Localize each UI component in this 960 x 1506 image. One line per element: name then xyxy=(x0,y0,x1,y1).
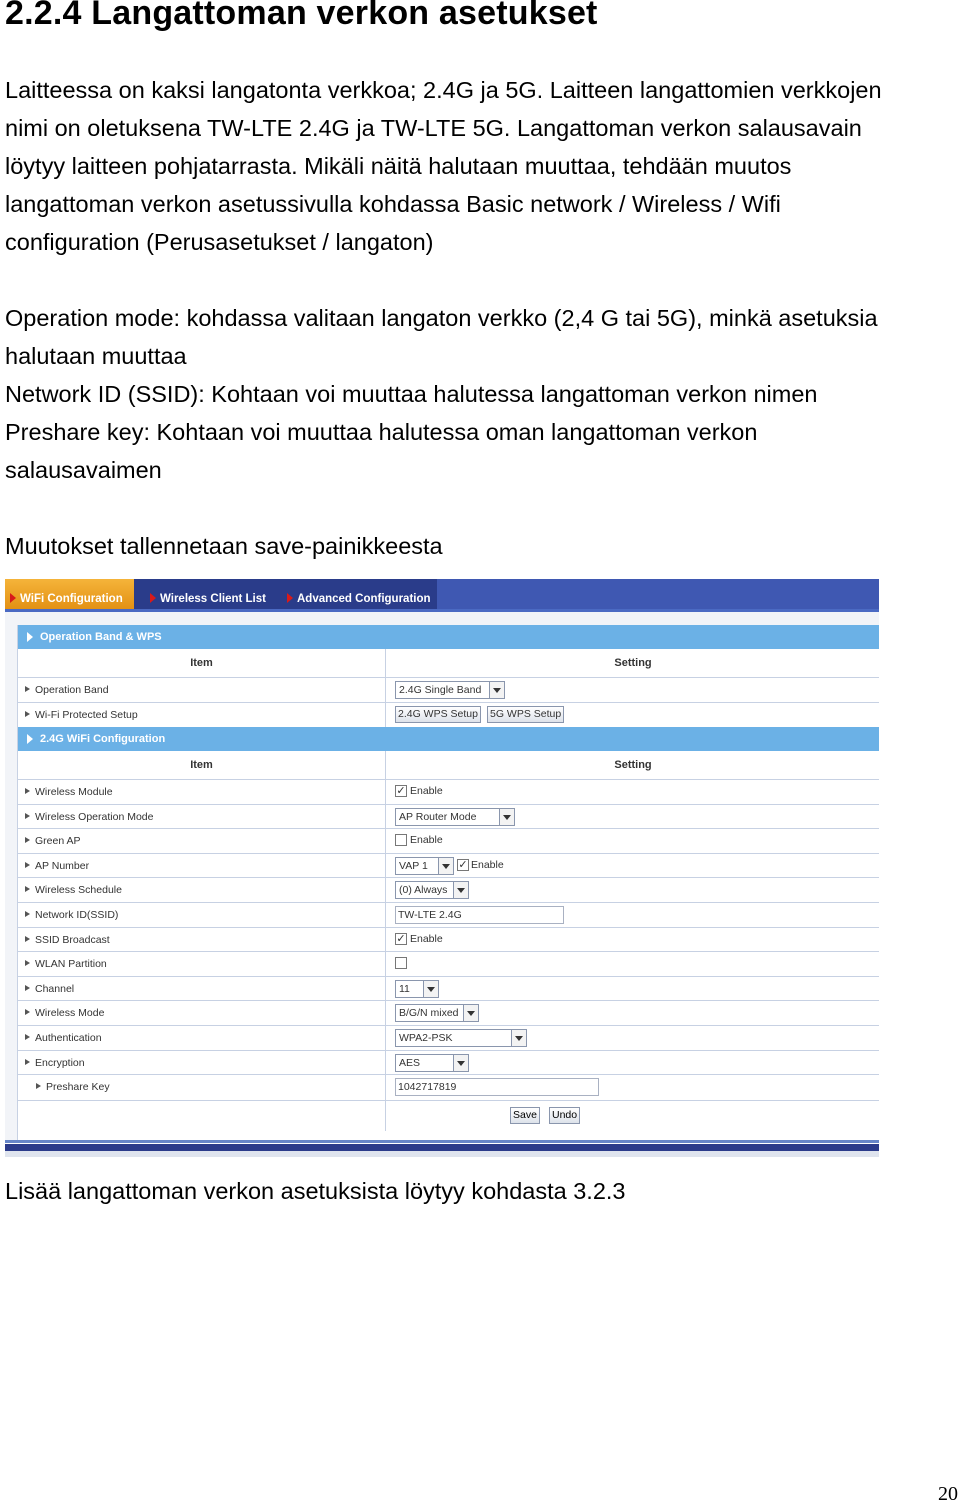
intro-line: configuration (Perusasetukset / langaton) xyxy=(5,229,434,255)
footer-note: Lisää langattoman verkon asetuksista löytyy kohdasta 3.2.3 xyxy=(5,1178,626,1204)
chevron-down-icon xyxy=(489,682,504,698)
row-label xyxy=(35,878,122,902)
tab-label: WiFi Configuration xyxy=(20,593,123,605)
tab-wifi-configuration[interactable] xyxy=(5,579,134,609)
row-ap-number xyxy=(18,854,879,879)
column-item: Item xyxy=(190,657,213,669)
row-wifi-protected-setup xyxy=(18,703,879,728)
row-authentication xyxy=(18,1026,879,1051)
row-label-text: AP Number xyxy=(35,859,90,872)
chevron-down-icon xyxy=(438,858,453,874)
row-bullet-icon xyxy=(25,960,30,966)
row-bullet-icon xyxy=(25,1059,30,1065)
row-wireless-schedule xyxy=(18,878,879,903)
wlan-partition-checkbox[interactable] xyxy=(395,957,407,969)
schedule-select[interactable] xyxy=(395,881,469,899)
select-value: 11 xyxy=(399,982,410,995)
row-wireless-module xyxy=(18,780,879,805)
select-value: VAP 1 xyxy=(399,859,428,872)
intro-line: nimi on oletuksena TW-LTE 2.4G ja TW-LTE 5G. Langattoman verkon salausavain xyxy=(5,115,862,141)
desc-line: salausavaimen xyxy=(5,457,162,483)
column-setting: Setting xyxy=(614,657,652,669)
ap-enable-checkbox[interactable]: ✓ xyxy=(458,858,468,871)
tab-label: Wireless Client List xyxy=(160,593,266,605)
column-item: Item xyxy=(190,759,213,771)
column-setting: Setting xyxy=(614,759,652,771)
ssid-broadcast-checkbox[interactable]: ✓ xyxy=(396,932,406,945)
page-number: 20 xyxy=(938,1483,958,1505)
tab-bar-fill xyxy=(437,579,879,609)
preshare-key-input[interactable]: 1042717819 xyxy=(395,1078,599,1096)
tab-arrow-icon xyxy=(150,593,156,603)
tab-bar-stripe xyxy=(5,609,879,612)
chevron-down-icon xyxy=(453,882,468,898)
table-header xyxy=(18,751,879,780)
section-arrow-icon xyxy=(27,632,33,642)
row-label xyxy=(35,703,138,727)
row-label-text: WLAN Partition xyxy=(35,958,107,971)
select-value: AES xyxy=(399,1056,421,1069)
row-label-text: Green AP xyxy=(35,835,81,848)
row-label-text: Channel xyxy=(35,982,75,995)
row-label xyxy=(35,1051,85,1075)
row-bullet-icon xyxy=(25,886,30,892)
row-ssid-broadcast xyxy=(18,928,879,953)
save-note: Muutokset tallennetaan save-painikkeesta xyxy=(5,533,443,559)
row-bullet-icon xyxy=(25,711,30,717)
row-bullet-icon xyxy=(25,788,30,794)
action-row xyxy=(18,1101,879,1131)
chevron-down-icon xyxy=(511,1030,526,1046)
section-title: 2.4G WiFi Configuration xyxy=(40,733,166,745)
row-bullet-icon xyxy=(25,985,30,991)
section-arrow-icon xyxy=(27,734,33,744)
intro-line: Laitteessa on kaksi langatonta verkkoa; 2.4G ja 5G. Laitteen langattomien verkkojen xyxy=(5,77,882,103)
row-label xyxy=(35,1026,102,1050)
section-heading: 2.2.4 Langattoman verkon asetukset xyxy=(5,0,598,32)
row-label-text: Wireless Mode xyxy=(35,1007,105,1020)
intro-line: löytyy laitteen pohjatarrasta. Mikäli näitä halutaan muuttaa, tehdään muutos xyxy=(5,153,792,179)
bottom-bar xyxy=(5,1140,879,1157)
chevron-down-icon xyxy=(463,1005,478,1021)
checkbox-label: Enable xyxy=(471,858,504,871)
chevron-down-icon xyxy=(423,981,438,997)
wireless-module-checkbox[interactable]: ✓ xyxy=(396,785,406,797)
wps-24g-button[interactable]: 2.4G WPS Setup xyxy=(395,706,481,723)
row-label-text: Preshare Key xyxy=(46,1081,110,1094)
section-header-24g-config xyxy=(18,727,879,751)
row-label xyxy=(35,829,81,853)
row-bullet-icon xyxy=(25,1034,30,1040)
wps-5g-button[interactable]: 5G WPS Setup xyxy=(487,706,564,723)
row-label xyxy=(35,1001,104,1025)
checkbox-label: Enable xyxy=(410,932,443,945)
row-label xyxy=(35,805,153,829)
row-label-text: Wireless Operation Mode xyxy=(35,810,154,823)
intro-paragraph xyxy=(5,71,882,261)
tab-arrow-icon xyxy=(287,593,293,603)
row-bullet-icon xyxy=(25,686,30,692)
row-preshare-key xyxy=(18,1075,879,1100)
row-bullet-icon xyxy=(25,911,30,917)
select-value: 2.4G Single Band xyxy=(399,684,482,696)
select-value: WPA2-PSK xyxy=(399,1032,453,1044)
table-header xyxy=(18,649,879,678)
desc-line: Network ID (SSID): Kohtaan voi muuttaa halutessa langattoman verkon nimen xyxy=(5,381,818,407)
encryption-select[interactable] xyxy=(395,1054,469,1072)
desc-line: Preshare key: Kohtaan voi muuttaa halutessa oman langattoman verkon xyxy=(5,419,758,445)
config-panel xyxy=(17,625,879,1147)
section-title: Operation Band & WPS xyxy=(40,631,162,643)
row-bullet-icon xyxy=(25,1009,30,1015)
select-value: (0) Always xyxy=(399,884,448,897)
row-bullet-icon xyxy=(25,936,30,942)
row-encryption xyxy=(18,1051,879,1076)
checkbox-label: Enable xyxy=(410,785,443,797)
channel-select[interactable] xyxy=(395,980,439,998)
router-config-screenshot xyxy=(5,579,879,1157)
row-label-text: Authentication xyxy=(35,1032,102,1044)
row-bullet-icon xyxy=(36,1083,41,1089)
row-label-text: Wireless Module xyxy=(35,786,113,798)
row-label-text: Wi-Fi Protected Setup xyxy=(35,709,138,721)
select-value: B/G/N mixed xyxy=(399,1007,459,1020)
row-label-text: Operation Band xyxy=(35,684,109,696)
row-bullet-icon xyxy=(25,862,30,868)
chevron-down-icon xyxy=(453,1055,468,1071)
row-label xyxy=(35,977,74,1001)
tab-arrow-icon xyxy=(10,593,16,603)
row-label-text: Network ID(SSID) xyxy=(35,909,119,921)
undo-button[interactable]: Undo xyxy=(549,1107,580,1124)
select-value: AP Router Mode xyxy=(399,810,477,823)
row-operation-mode xyxy=(18,805,879,830)
row-bullet-icon xyxy=(25,837,30,843)
operation-band-select[interactable] xyxy=(395,681,505,699)
row-label xyxy=(35,678,109,702)
checkbox-label: Enable xyxy=(410,834,443,847)
row-channel xyxy=(18,977,879,1002)
chevron-down-icon xyxy=(499,809,514,825)
desc-line: Operation mode: kohdassa valitaan langaton verkko (2,4 G tai 5G), minkä asetuksia xyxy=(5,305,878,331)
row-label xyxy=(35,928,110,952)
ap-number-select[interactable] xyxy=(395,857,454,875)
row-label xyxy=(35,780,113,804)
field-description-paragraph xyxy=(5,299,878,489)
row-green-ap xyxy=(18,829,879,854)
row-label xyxy=(35,952,107,976)
row-label-text: Encryption xyxy=(35,1056,85,1069)
green-ap-checkbox[interactable] xyxy=(395,834,407,846)
row-wlan-partition xyxy=(18,952,879,977)
row-network-id xyxy=(18,903,879,928)
desc-line: halutaan muuttaa xyxy=(5,343,187,369)
authentication-select[interactable] xyxy=(395,1029,527,1047)
row-operation-band xyxy=(18,678,879,703)
section-header-operation-band xyxy=(18,625,879,649)
tab-wireless-client-list[interactable] xyxy=(145,579,285,609)
tab-advanced-configuration[interactable] xyxy=(282,579,437,609)
row-label xyxy=(46,1075,110,1099)
row-label xyxy=(35,854,89,878)
wireless-mode-select[interactable] xyxy=(395,1004,479,1022)
save-button[interactable]: Save xyxy=(510,1107,540,1124)
row-bullet-icon xyxy=(25,813,30,819)
row-wireless-mode xyxy=(18,1001,879,1026)
ssid-input[interactable]: TW-LTE 2.4G xyxy=(395,906,564,924)
row-label-text: Wireless Schedule xyxy=(35,884,122,897)
row-label-text: SSID Broadcast xyxy=(35,933,110,946)
row-label xyxy=(35,903,118,927)
intro-line: langattoman verkon asetussivulla kohdassa Basic network / Wireless / Wifi xyxy=(5,191,781,217)
operation-mode-select[interactable] xyxy=(395,808,515,826)
tab-label: Advanced Configuration xyxy=(297,593,431,605)
